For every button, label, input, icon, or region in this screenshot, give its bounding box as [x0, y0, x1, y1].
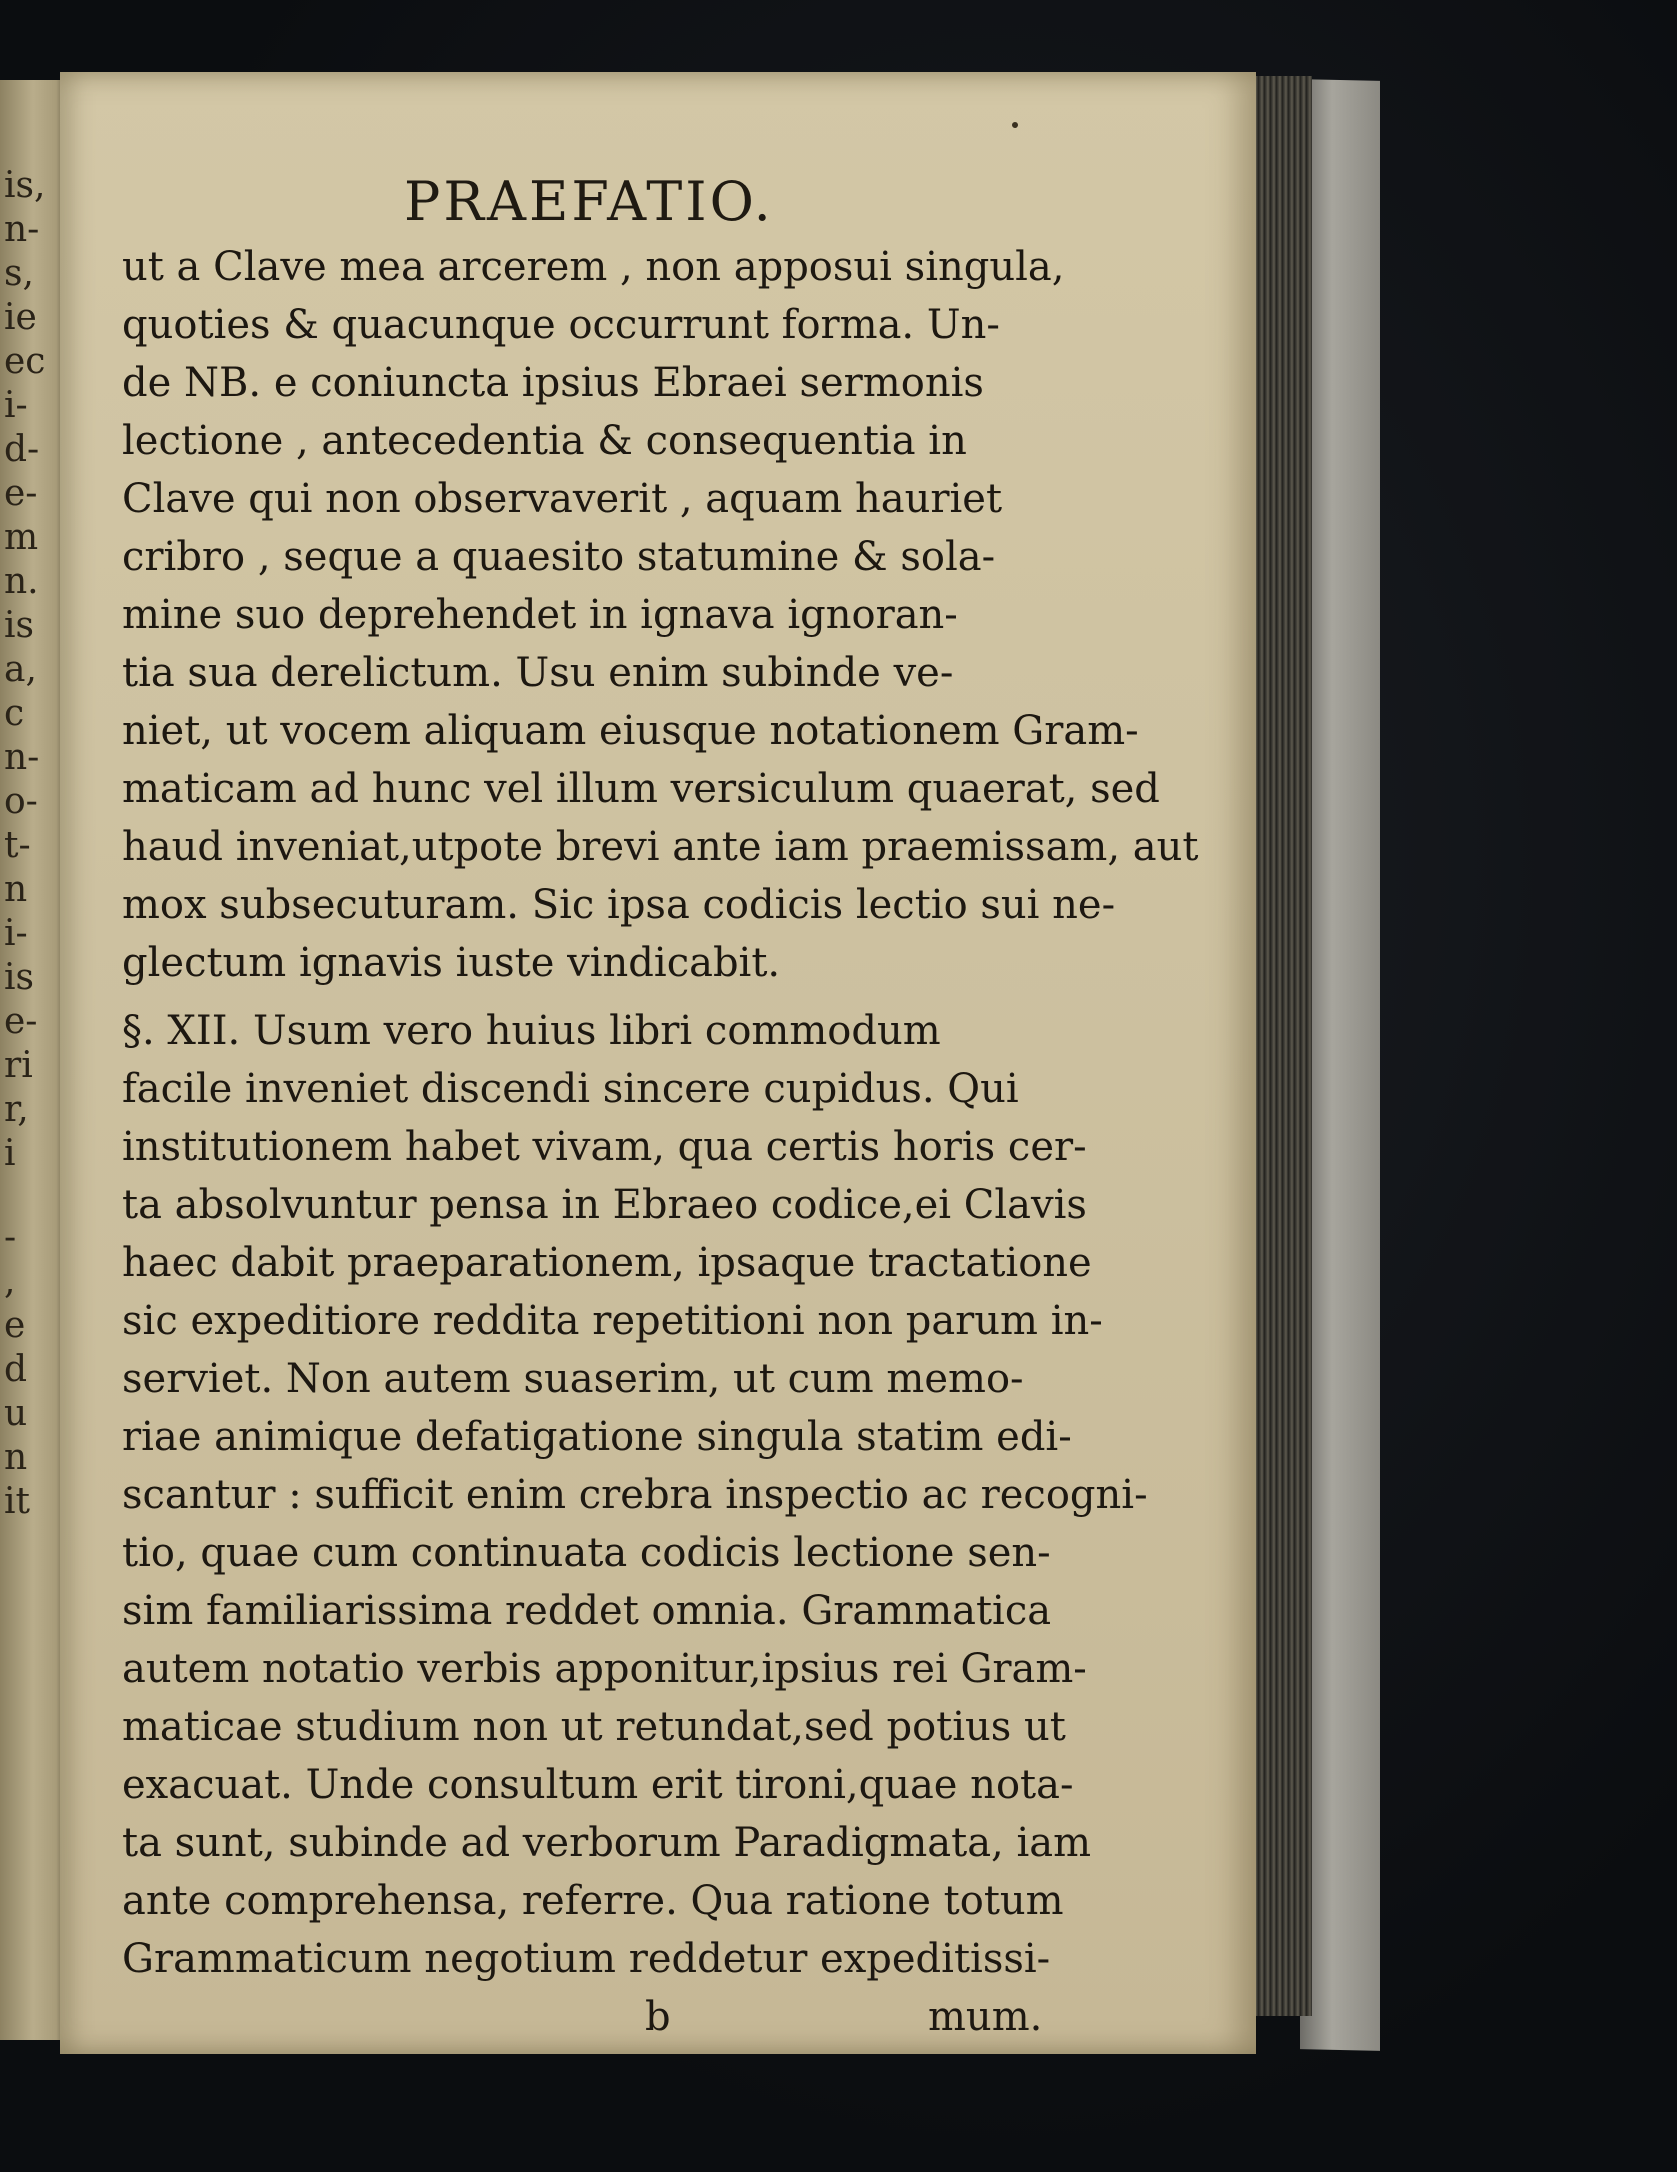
text-line: maticae studium non ut retundat,sed potius ut: [122, 1704, 1066, 1750]
text-line: exacuat. Unde consultum erit tironi,quae nota-: [122, 1762, 1074, 1808]
text-line: maticam ad hunc vel illum versiculum quaerat, sed: [122, 766, 1160, 812]
prev-fragment: it: [4, 1481, 30, 1522]
prev-fragment: n-: [4, 209, 40, 250]
section-heading-line: §. XII. Usum vero huius libri commodum: [122, 1008, 941, 1054]
text-line: ut a Clave mea arcerem , non apposui singula,: [122, 244, 1065, 290]
prev-fragment: s,: [4, 253, 34, 294]
text-line: lectione , antecedentia & consequentia in: [122, 418, 967, 464]
prev-fragment: n-: [4, 737, 40, 778]
text-line: cribro , seque a quaesito statumine & sola-: [122, 534, 996, 580]
prev-fragment: ie: [4, 297, 37, 338]
text-line: serviet. Non autem suaserim, ut cum memo-: [122, 1356, 1024, 1402]
page-block-edges: [1252, 76, 1312, 2016]
prev-fragment: a,: [4, 649, 37, 690]
prev-fragment: e: [4, 1305, 26, 1346]
running-head: PRAEFATIO.: [404, 170, 774, 233]
prev-fragment: is: [4, 957, 34, 998]
text-line: ante comprehensa, referre. Qua ratione totum: [122, 1878, 1064, 1924]
previous-page-edge: [0, 80, 68, 2040]
text-line: haec dabit praeparationem, ipsaque tractatione: [122, 1240, 1092, 1286]
prev-fragment: u: [4, 1393, 28, 1434]
prev-fragment: i-: [4, 385, 28, 426]
prev-fragment: -: [4, 1217, 17, 1258]
prev-fragment: ri: [4, 1045, 33, 1086]
prev-fragment: d-: [4, 429, 40, 470]
prev-fragment: t-: [4, 825, 31, 866]
text-line: de NB. e coniuncta ipsius Ebraei sermonis: [122, 360, 984, 406]
text-line: tia sua derelictum. Usu enim subinde ve-: [122, 650, 954, 696]
catchword: mum.: [928, 1994, 1043, 2040]
prev-fragment: e-: [4, 473, 38, 514]
text-line: autem notatio verbis apponitur,ipsius rei Gram-: [122, 1646, 1087, 1692]
text-line: quoties & quacunque occurrunt forma. Un-: [122, 302, 1000, 348]
prev-fragment: is,: [4, 165, 46, 206]
text-line: ta sunt, subinde ad verborum Paradigmata, iam: [122, 1820, 1092, 1866]
text-line: ta absolvuntur pensa in Ebraeo codice,ei Clavis: [122, 1182, 1087, 1228]
text-line: Clave qui non observaverit , aquam hauriet: [122, 476, 1003, 522]
prev-fragment: ,: [4, 1261, 16, 1302]
prev-fragment: i: [4, 1133, 16, 1174]
text-line: sim familiarissima reddet omnia. Grammatica: [122, 1588, 1052, 1634]
prev-fragment: n: [4, 1437, 28, 1478]
prev-fragment: o-: [4, 781, 38, 822]
text-line: facile inveniet discendi sincere cupidus. Qui: [122, 1066, 1019, 1112]
text-line: riae animique defatigatione singula statim edi-: [122, 1414, 1072, 1460]
text-line: sic expeditiore reddita repetitioni non parum in-: [122, 1298, 1103, 1344]
prev-fragment: n: [4, 869, 28, 910]
text-line: mine suo deprehendet in ignava ignoran-: [122, 592, 958, 638]
text-line: niet, ut vocem aliquam eiusque notationem Gram-: [122, 708, 1139, 754]
text-line: mox subsecuturam. Sic ipsa codicis lectio sui ne-: [122, 882, 1116, 928]
prev-fragment: d: [4, 1349, 28, 1390]
prev-fragment: c: [4, 693, 25, 734]
prev-fragment: n.: [4, 561, 39, 602]
text-line: tio, quae cum continuata codicis lectione sen-: [122, 1530, 1051, 1576]
prev-fragment: e-: [4, 1001, 38, 1042]
prev-fragment: m: [4, 517, 39, 558]
text-line: Grammaticum negotium reddetur expeditissi-: [122, 1936, 1051, 1982]
text-line: scantur : sufficit enim crebra inspectio ac recogni-: [122, 1472, 1148, 1518]
text-line: haud inveniat,utpote brevi ante iam praemissam, aut: [122, 824, 1199, 870]
prev-fragment: ec: [4, 341, 46, 382]
text-line: glectum ignavis iuste vindicabit.: [122, 940, 781, 986]
signature-mark: b: [645, 1994, 671, 2040]
ink-speck: [1012, 122, 1018, 128]
text-line: institutionem habet vivam, qua certis horis cer-: [122, 1124, 1087, 1170]
prev-fragment: r,: [4, 1089, 29, 1130]
prev-fragment: i-: [4, 913, 28, 954]
book-cover-edge: [1300, 79, 1380, 2051]
prev-fragment: is: [4, 605, 34, 646]
